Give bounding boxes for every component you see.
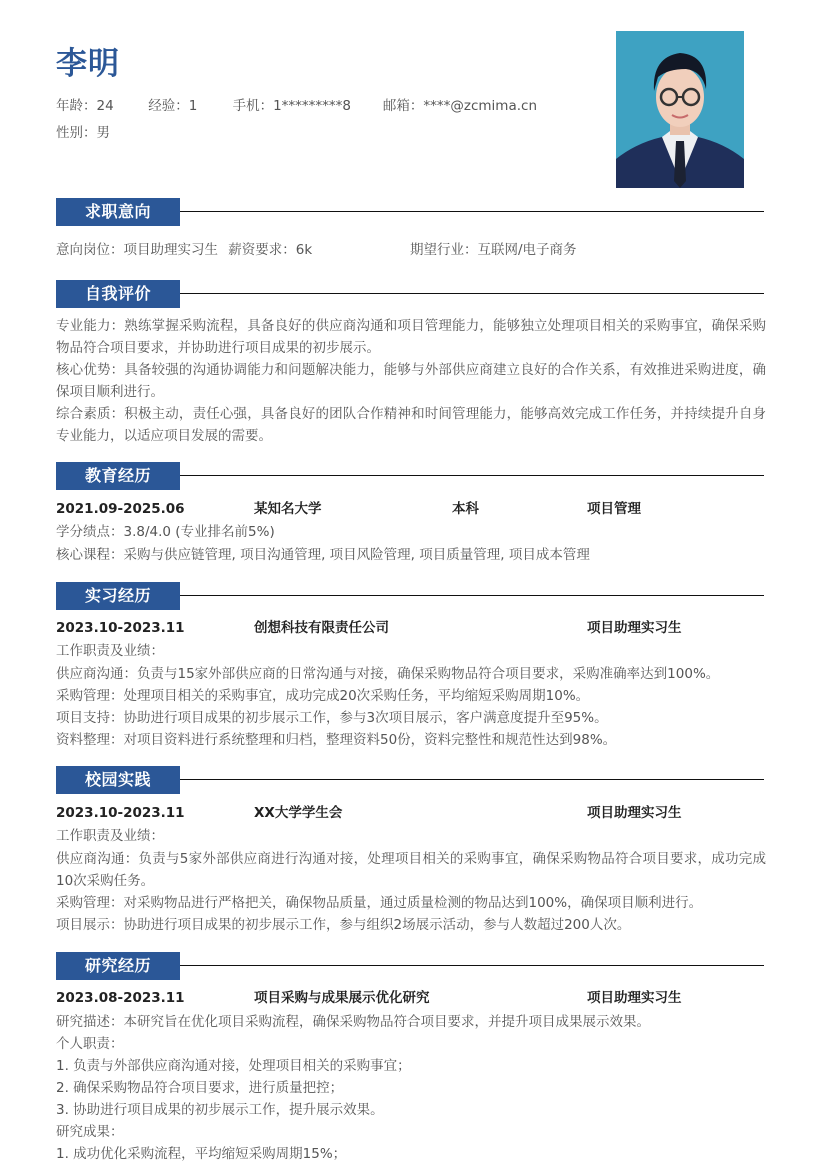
info-value: 24 <box>96 98 114 114</box>
section-header-campus <box>56 766 764 794</box>
education-row <box>56 498 764 520</box>
section-header-intent <box>56 198 764 226</box>
education-major: 项目管理 <box>587 501 641 517</box>
section-divider <box>180 779 764 780</box>
intent-salary: 薪资要求：6k <box>228 242 313 258</box>
info-label: 性别： <box>56 125 97 141</box>
internship-detail: 工作职责及业绩： <box>56 643 164 659</box>
info-phone <box>233 94 379 114</box>
section-title: 校园实践 <box>56 766 180 794</box>
info-row-1 <box>56 94 537 114</box>
internship-detail: 供应商沟通：负责与15家外部供应商的日常沟通与对接，确保采购物品符合项目要求，采购准确率达到100%。 <box>56 666 720 682</box>
intent-industry: 期望行业：互联网/电子商务 <box>410 242 577 258</box>
research-role: 项目助理实习生 <box>587 990 682 1006</box>
section-title: 研究经历 <box>56 952 180 980</box>
person-portrait-icon <box>616 31 744 188</box>
internship-role: 项目助理实习生 <box>587 620 682 636</box>
info-label: 邮箱： <box>382 98 424 114</box>
section-divider <box>180 211 764 212</box>
campus-row <box>56 802 764 824</box>
research-detail: 2. 确保采购物品符合项目要求，进行质量把控； <box>56 1080 344 1096</box>
research-row <box>56 987 764 1009</box>
info-label: 手机： <box>232 98 274 114</box>
research-detail: 1. 负责与外部供应商沟通对接，处理项目相关的采购事宜； <box>56 1058 411 1074</box>
info-gender <box>56 121 110 141</box>
campus-role: 项目助理实习生 <box>587 805 682 821</box>
research-project: 项目采购与成果展示优化研究 <box>254 990 430 1006</box>
internship-detail: 项目支持：协助进行项目成果的初步展示工作，参与3次项目展示，客户满意度提升至95%。 <box>56 710 608 726</box>
section-header-internship <box>56 582 764 610</box>
campus-detail: 供应商沟通：负责与5家外部供应商进行沟通对接，处理项目相关的采购事宜，确保采购物品符合项目要求，成功完成10次采购任务。 <box>56 851 766 889</box>
section-title: 自我评价 <box>56 280 180 308</box>
education-detail: 核心课程：采购与供应链管理, 项目沟通管理, 项目风险管理, 项目质量管理, 项目成本管理 <box>56 547 590 563</box>
internship-detail: 采购管理：处理项目相关的采购事宜，成功完成20次采购任务，平均缩短采购周期10%。 <box>56 688 590 704</box>
research-detail: 研究描述：本研究旨在优化项目采购流程，确保采购物品符合项目要求，并提升项目成果展示效果。 <box>56 1014 650 1030</box>
section-header-self-eval <box>56 280 764 308</box>
education-degree: 本科 <box>452 501 479 517</box>
info-label: 年龄： <box>56 98 97 114</box>
info-value: 1*********8 <box>273 98 352 114</box>
info-value: 男 <box>96 125 110 141</box>
internship-detail: 资料整理：对项目资料进行系统整理和归档，整理资料50份，资料完整性和规范性达到98%。 <box>56 732 617 748</box>
internship-company: 创想科技有限责任公司 <box>254 620 389 636</box>
info-experience <box>148 94 228 114</box>
campus-detail: 采购管理：对采购物品进行严格把关，确保物品质量，通过质量检测的物品达到100%，确保项目顺利进行。 <box>56 895 703 911</box>
info-email <box>383 94 537 114</box>
section-divider <box>180 293 764 294</box>
education-school: 某知名大学 <box>254 501 322 517</box>
campus-org: XX大学学生会 <box>254 805 343 821</box>
intent-row <box>56 239 764 261</box>
section-title: 求职意向 <box>56 198 180 226</box>
section-divider <box>180 475 764 476</box>
info-value: ****@zcmima.cn <box>423 98 537 114</box>
info-row-2 <box>56 121 110 141</box>
profile-photo <box>616 31 744 188</box>
education-period: 2021.09-2025.06 <box>56 501 185 517</box>
intent-position: 意向岗位：项目助理实习生 <box>56 242 218 258</box>
internship-period: 2023.10-2023.11 <box>56 620 185 636</box>
section-header-education <box>56 462 764 490</box>
section-title: 实习经历 <box>56 582 180 610</box>
candidate-name: 李明 <box>56 46 120 82</box>
section-divider <box>180 965 764 966</box>
campus-detail: 项目展示：协助进行项目成果的初步展示工作，参与组织2场展示活动，参与人数超过200人次。 <box>56 917 631 933</box>
self-eval-paragraph: 核心优势：具备较强的沟通协调能力和问题解决能力，能够与外部供应商建立良好的合作关系，有效推进采购进度，确保项目顺利进行。 <box>56 362 766 400</box>
self-eval-paragraph: 专业能力：熟练掌握采购流程，具备良好的供应商沟通和项目管理能力，能够独立处理项目相关的采购事宜，确保采购物品符合项目要求，并协助进行项目成果的初步展示。 <box>56 318 766 356</box>
self-eval-paragraph: 综合素质：积极主动，责任心强，具备良好的团队合作精神和时间管理能力，能够高效完成工作任务，并持续提升自身专业能力，以适应项目发展的需要。 <box>56 406 766 444</box>
research-detail: 研究成果： <box>56 1124 124 1140</box>
info-label: 经验： <box>148 98 189 114</box>
section-title: 教育经历 <box>56 462 180 490</box>
internship-row <box>56 617 764 639</box>
campus-detail: 工作职责及业绩： <box>56 828 164 844</box>
education-detail: 学分绩点：3.8/4.0 (专业排名前5%) <box>56 524 275 540</box>
research-detail: 个人职责： <box>56 1036 124 1052</box>
info-age <box>56 94 144 114</box>
research-detail: 3. 协助进行项目成果的初步展示工作，提升展示效果。 <box>56 1102 384 1118</box>
research-period: 2023.08-2023.11 <box>56 990 185 1006</box>
research-detail: 1. 成功优化采购流程，平均缩短采购周期15%； <box>56 1146 347 1162</box>
section-divider <box>180 595 764 596</box>
section-header-research <box>56 952 764 980</box>
campus-period: 2023.10-2023.11 <box>56 805 185 821</box>
info-value: 1 <box>188 98 198 114</box>
